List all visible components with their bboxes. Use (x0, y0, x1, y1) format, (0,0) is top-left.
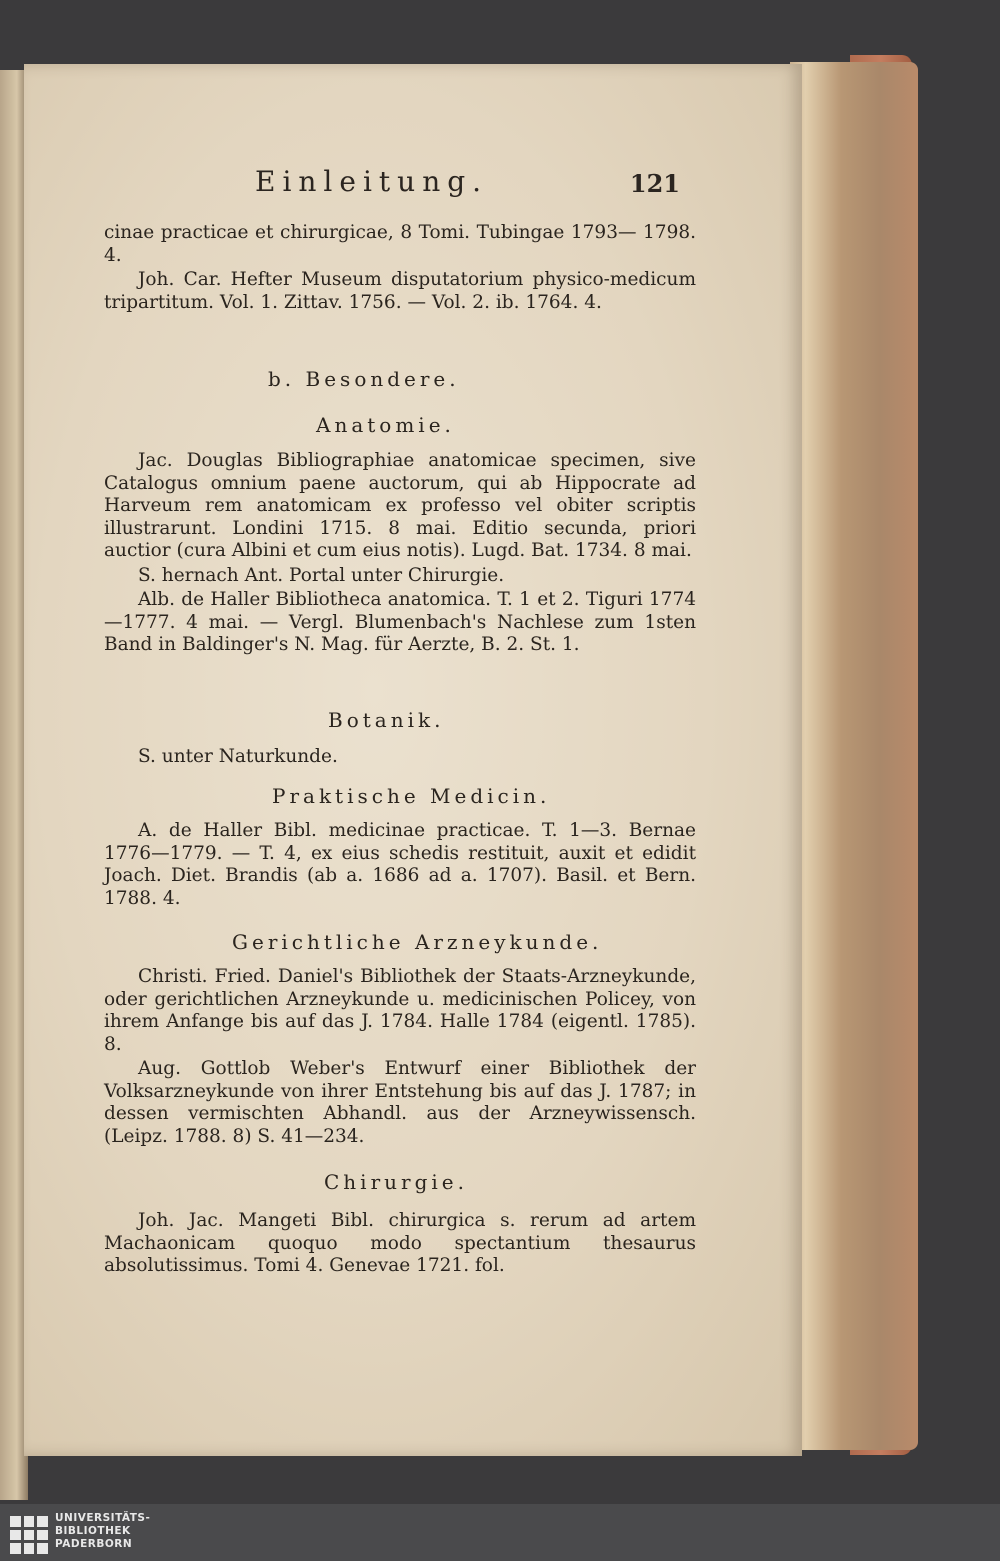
paragraph-douglas: Jac. Douglas Bibliographiae anatomicae specimen, sive Catalogus omnium paene auctorum, qui ab Hippocrate ad Harveum rem anatomicam ex professo vel obiter scriptis illustrarunt. Londini 1715. 8 mai. Editio secunda, priori auctior (cura Albini et cum eius notis). Lugd. Bat. 1734. 8 mai. (104, 450, 696, 561)
praktische-medicin-entries (104, 820, 696, 912)
paragraph-haller-practicae: A. de Haller Bibl. medicinae practicae. T. 1—3. Bernae 1776—1779. — T. 4, ex eius schedis restituit, auxit et edidit Joach. Diet. Brandis (ab a. 1686 ad a. 1707). Basil. et Bern. 1788. 4. (104, 820, 696, 909)
running-header (100, 165, 700, 205)
paragraph-daniel: Christi. Fried. Daniel's Bibliothek der Staats-Arzneykunde, oder gerichtlichen Arzneykunde u. medicinischen Policey, von ihrem Anfange bis auf das J. 1784. Halle 1784 (eigentl. 1785). 8. (104, 966, 696, 1055)
library-logo-icon (10, 1516, 48, 1554)
paragraph-portal: S. hernach Ant. Portal unter Chirurgie. (138, 564, 505, 586)
section-heading-gerichtliche: Gerichtliche Arzneykunde. (232, 930, 603, 954)
botanik-entries (104, 746, 696, 771)
paragraph-tubingae: cinae practicae et chirurgicae, 8 Tomi. Tubingae 1793— 1798. 4. Joh. Car. Hefter Museum disputatorium physico-medicum tripartitum. Vol. 1. Zittav. 1756. — Vol. 2. ib. 1764. 4. (104, 222, 696, 313)
paragraph-naturkunde: S. unter Naturkunde. (138, 746, 338, 767)
section-heading-anatomie: Anatomie. (316, 413, 455, 437)
gerichtliche-entries (104, 966, 696, 1150)
paragraph-hefter: Joh. Car. Hefter Museum disputatorium physico-medicum tripartitum. Vol. 1. Zittav. 1756. — Vol. 2. ib. 1764. 4. (104, 269, 696, 313)
section-heading-chirurgie: Chirurgie. (324, 1170, 468, 1194)
chirurgie-entries (104, 1210, 696, 1280)
library-logo-text: UNIVERSITÄTS- BIBLIOTHEK PADERBORN (55, 1512, 151, 1550)
section-heading-botanik: Botanik. (328, 708, 445, 732)
running-title: Einleitung. (255, 165, 489, 198)
paragraph-haller-anatomica: Alb. de Haller Bibliotheca anatomica. T. 1 et 2. Tiguri 1774—1777. 4 mai. — Vergl. Blumenbach's Nachlese zum 1sten Band in Baldinger's N. Mag. für Aerzte, B. 2. St. 1. (104, 589, 696, 655)
anatomie-entries (104, 450, 696, 659)
paragraph-weber: Aug. Gottlob Weber's Entwurf einer Bibliothek der Volksarzneykunde von ihrer Entstehung bis auf das J. 1787; in dessen vermischten Abhandl. aus der Arzneywissensch. (Leipz. 1788. 8) S. 41—234. (104, 1058, 696, 1147)
section-heading-besondere: b. Besondere. (268, 367, 460, 391)
page-number: 121 (629, 169, 680, 198)
page-block-edge (790, 62, 918, 1450)
section-heading-praktische-medicin: Praktische Medicin. (272, 784, 551, 808)
paragraph-mangeti: Joh. Jac. Mangeti Bibl. chirurgica s. rerum ad artem Machaonicam quoquo modo spectantium thesaurus absolutissimus. Tomi 4. Genevae 1721. fol. (104, 1210, 696, 1276)
